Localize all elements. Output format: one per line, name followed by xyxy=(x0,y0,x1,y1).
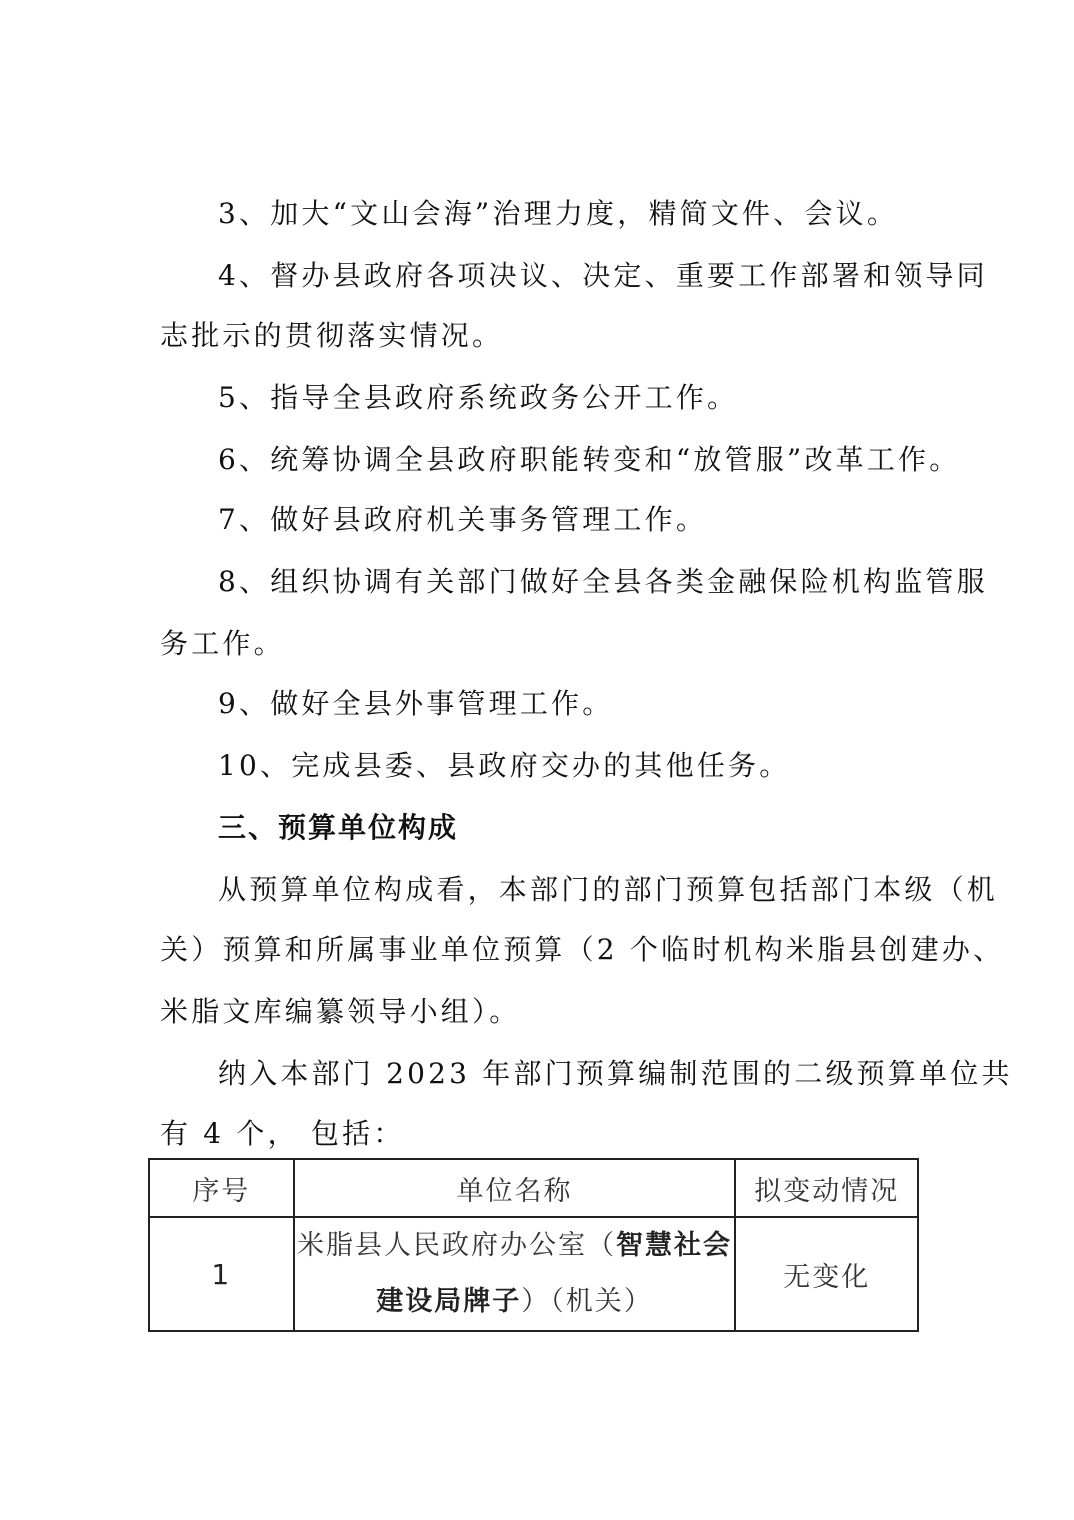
paragraph-item-4: 4、督办县政府各项决议、决定、重要工作部署和领导同 xyxy=(218,259,988,292)
unit-name-bold-2: 建设局牌子 xyxy=(376,1286,522,1317)
body-line-1: 从预算单位构成看，本部门的部门预算包括部门本级（机 xyxy=(218,873,999,906)
header-seq: 序号 xyxy=(149,1159,294,1217)
unit-name-prefix: 米脂县人民政府办公室（ xyxy=(297,1230,617,1261)
paragraph-item-8: 8、组织协调有关部门做好全县各类金融保险机构监管服 xyxy=(218,565,988,598)
unit-name-bold-1: 智慧社会 xyxy=(616,1230,733,1261)
paragraph-item-9: 9、做好全县外事管理工作。 xyxy=(218,687,614,720)
paragraph-item-5: 5、指导全县政府系统政务公开工作。 xyxy=(218,381,739,414)
section-heading: 三、预算单位构成 xyxy=(218,811,459,844)
header-change: 拟变动情况 xyxy=(735,1159,918,1217)
paragraph-item-8-cont: 务工作。 xyxy=(160,627,285,660)
budget-units-table xyxy=(148,1158,919,1332)
table-header-row xyxy=(149,1159,918,1217)
body-line-2: 关）预算和所属事业单位预算（2 个临时机构米脂县创建办、 xyxy=(160,933,1005,966)
body-line-4: 纳入本部门 2023 年部门预算编制范围的二级预算单位共 xyxy=(218,1057,1013,1090)
body-line-5: 有 4 个， 包括： xyxy=(160,1117,405,1150)
unit-name-suffix: ）（机关） xyxy=(521,1286,653,1317)
table-row xyxy=(149,1217,918,1331)
paragraph-item-6: 6、统筹协调全县政府职能转变和“放管服”改革工作。 xyxy=(218,443,961,476)
paragraph-item-10: 10、完成县委、县政府交办的其他任务。 xyxy=(218,749,791,782)
row-change: 无变化 xyxy=(735,1217,918,1331)
paragraph-item-7: 7、做好县政府机关事务管理工作。 xyxy=(218,503,708,536)
header-unit-name: 单位名称 xyxy=(294,1159,736,1217)
body-line-3: 米脂文库编纂领导小组）。 xyxy=(160,995,521,1028)
row-unit-name xyxy=(294,1217,736,1331)
paragraph-item-4-cont: 志批示的贯彻落实情况。 xyxy=(160,319,504,352)
row-seq: 1 xyxy=(149,1217,294,1331)
paragraph-item-3: 3、加大“文山会海”治理力度，精简文件、会议。 xyxy=(218,197,899,230)
